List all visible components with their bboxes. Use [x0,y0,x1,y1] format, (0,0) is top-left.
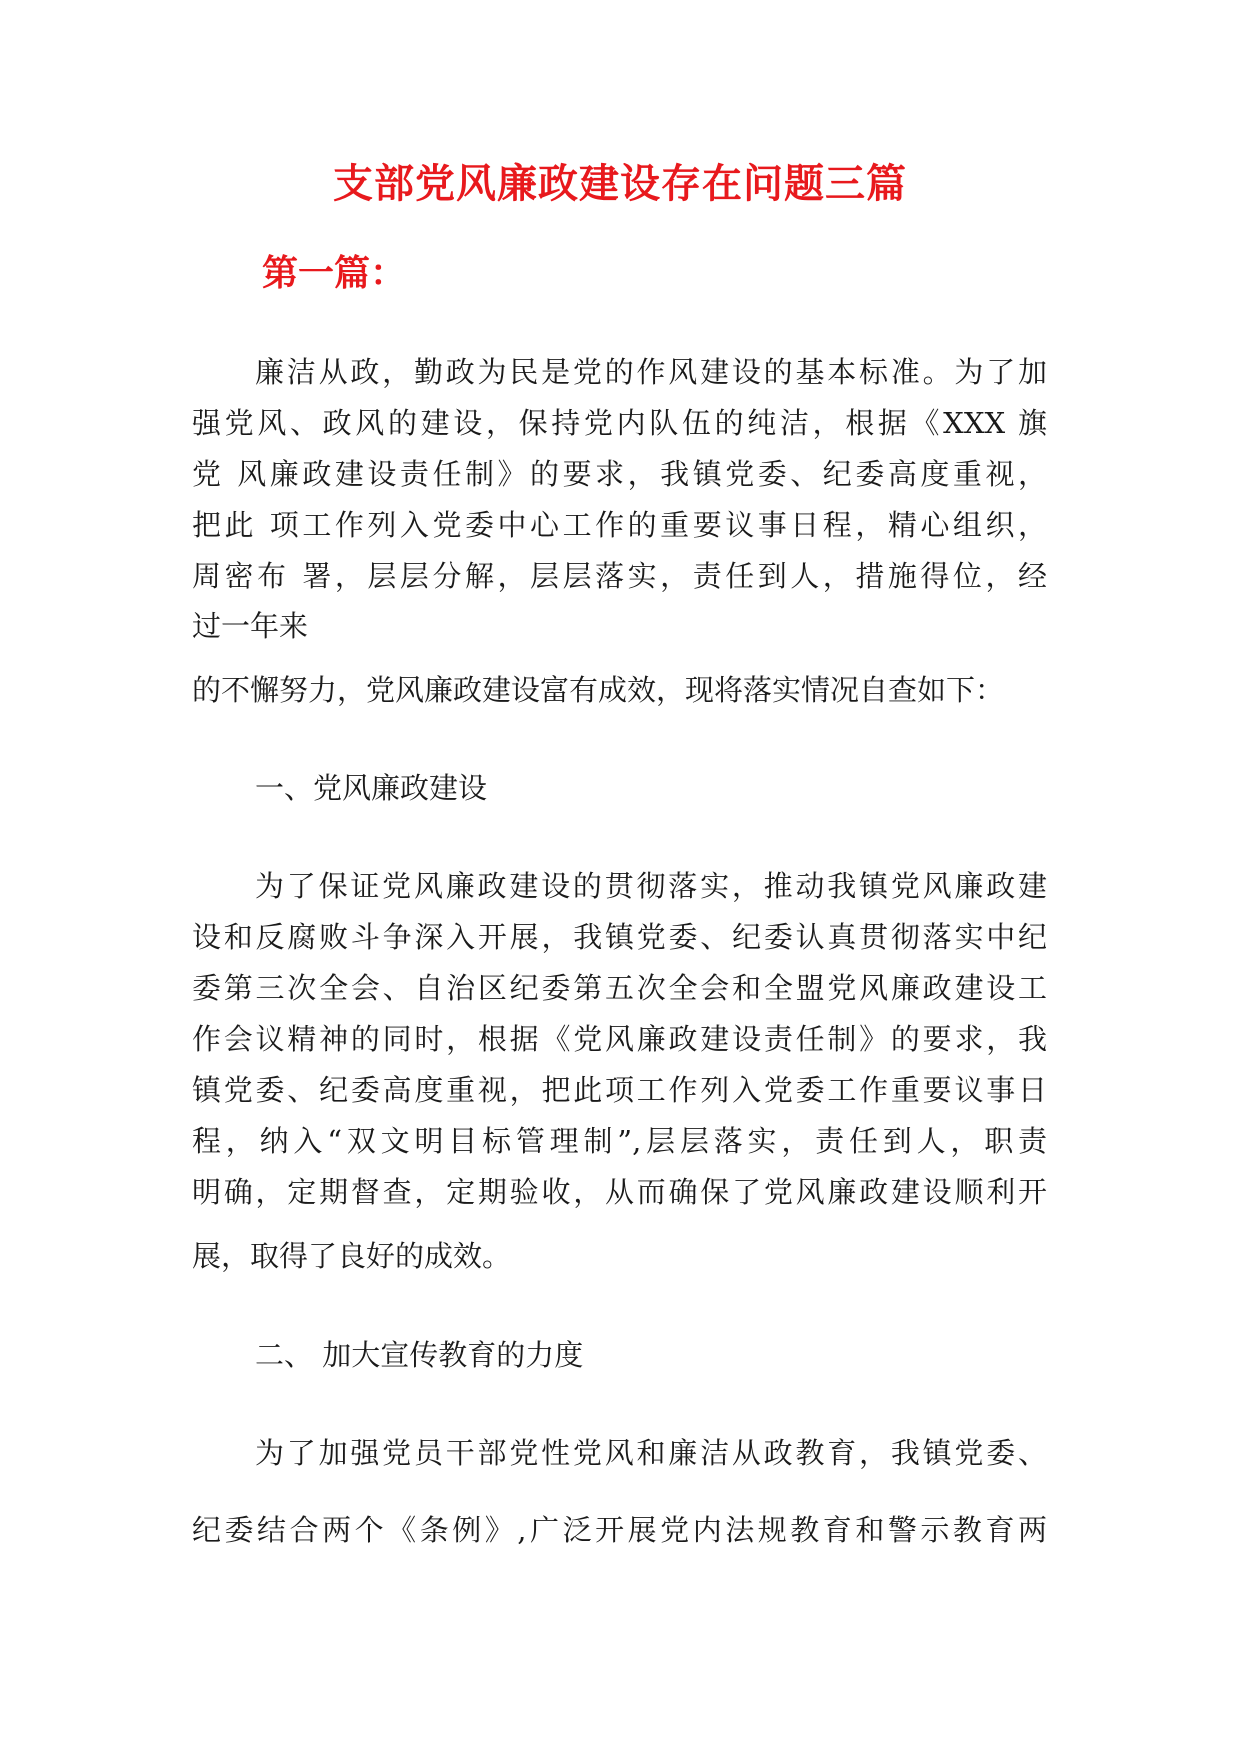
paragraph-line: 的不懈努力，党风廉政建设富有成效，现将落实情况自查如下： [192,673,1005,707]
paragraph-line: 廉洁从政，勤政为民是党的作风建设的基本标准。为了加 [255,355,1047,389]
paragraph-line: 纪委结合两个《条例》,广泛开展党内法规教育和警示教育两 [192,1513,1047,1547]
document-title: 支部党风廉政建设存在问题三篇 [333,160,907,207]
section-heading: 二、 加大宣传教育的力度 [255,1338,584,1372]
paragraph-line: 程，纳入“双文明目标管理制”,层层落实，责任到人，职责 [192,1124,1047,1158]
paragraph-line: 党 风廉政建设责任制》的要求，我镇党委、纪委高度重视， [192,457,1047,491]
paragraph-line: 强党风、政风的建设，保持党内队伍的纯洁，根据《XXX 旗 [192,406,1047,440]
paragraph-line: 把此 项工作列入党委中心工作的重要议事日程，精心组织， [192,508,1047,542]
paragraph-line: 周密布 署，层层分解，层层落实，责任到人，措施得位，经 [192,559,1047,593]
section-heading: 一、党风廉政建设 [255,771,488,805]
chapter-heading: 第一篇： [262,252,407,294]
paragraph-line: 为了保证党风廉政建设的贯彻落实，推动我镇党风廉政建 [255,869,1047,903]
paragraph-line: 明确，定期督查，定期验收，从而确保了党风廉政建设顺利开 [192,1175,1047,1209]
paragraph-line: 过一年来 [192,609,309,643]
paragraph-line: 作会议精神的同时，根据《党风廉政建设责任制》的要求，我 [192,1022,1047,1056]
paragraph-line: 委第三次全会、自治区纪委第五次全会和全盟党风廉政建设工 [192,971,1047,1005]
paragraph-line: 设和反腐败斗争深入开展，我镇党委、纪委认真贯彻落实中纪 [192,920,1047,954]
paragraph-line: 镇党委、纪委高度重视，把此项工作列入党委工作重要议事日 [192,1073,1047,1107]
paragraph-line: 展，取得了良好的成效。 [192,1239,512,1273]
paragraph-line: 为了加强党员干部党性党风和廉洁从政教育，我镇党委、 [255,1436,1047,1470]
